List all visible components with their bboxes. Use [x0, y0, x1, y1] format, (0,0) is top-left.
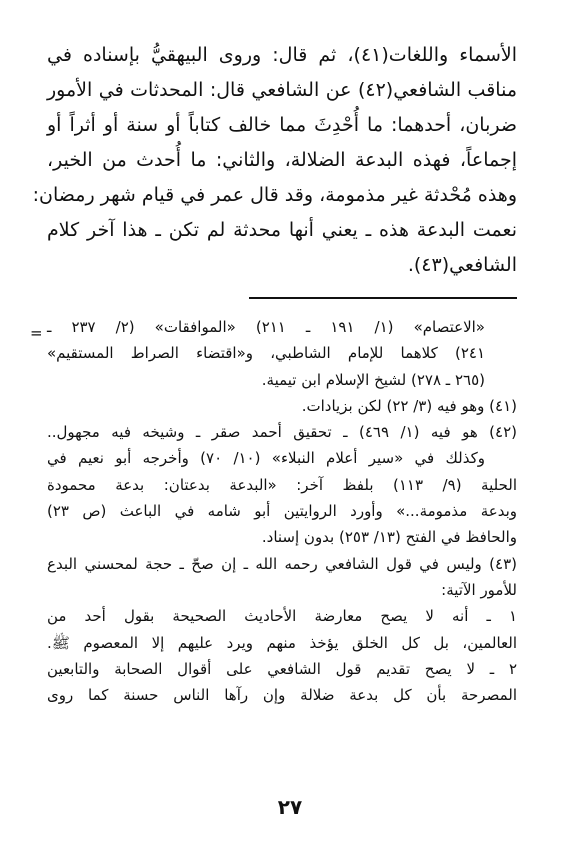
footnote-line: العالمين، بل كل الخلق يؤخذ منهم ويرد عليهم إلا المعصوم ﷺ. [47, 633, 517, 652]
main-text [32, 38, 517, 283]
footnote-43: (٤٣) وليس في قول الشافعي رحمه الله ـ إن صحّ ـ حجة لمحسني البدع [47, 554, 517, 573]
main-text-line: نعمت البدعة هذه ـ يعني أنها محدثة لم تكن ـ هذا آخر كلام [47, 219, 517, 241]
footnote-line: ٢٤١) كلاهما للإمام الشاطبي، و«اقتضاء الصراط المستقيم» [47, 344, 485, 363]
footnote-line: وكذلك في «سير أعلام النبلاء» (١٠/ ٧٠) وأخرجه أبو نعيم في [47, 449, 485, 468]
footnote-point-1: ١ ـ أنه لا يصح معارضة الأحاديث الصحيحة بقول أحد من [47, 607, 517, 626]
footnote-line: للأمور الآتية: [441, 580, 517, 599]
footnote-41: (٤١) وهو فيه (٣/ ٢٢) لكن بزيادات. [301, 396, 517, 415]
main-text-line: وهذه مُحْدثة غير مذمومة، وقد قال عمر في قيام شهر رمضان: [32, 184, 517, 206]
footnotes [47, 314, 517, 708]
footnote-42: (٤٢) هو فيه (١/ ٤٦٩) ـ تحقيق أحمد صقر ـ وشيخه فيه مجهول.. [47, 423, 517, 442]
main-text-line: مناقب الشافعي(٤٢) عن الشافعي قال: المحدثات في الأمور [47, 79, 517, 101]
footnote-line: المصرحة بأن كل بدعة ضلالة وإن رآها الناس حسنة كما روى [47, 686, 517, 705]
page-number: ٢٧ [277, 795, 303, 819]
footnote-line: وبدعة مذمومة...» وأورد الروايتين أبو شامه في الباعث (ص ٢٣) [47, 502, 517, 521]
footnote-point-2: ٢ ـ لا يصح تقديم قول الشافعي على أقوال الصحابة والتابعين [47, 659, 517, 678]
footnote-separator [249, 297, 517, 299]
main-text-line: الشافعي(٤٣). [407, 254, 517, 276]
footnote-line: والحافظ في الفتح (١٣/ ٢٥٣) بدون إسناد. [261, 528, 517, 547]
footnote-continuation-mark: = [30, 324, 43, 342]
footnote-line: (٢٦٥ ـ ٢٧٨) لشيخ الإسلام ابن تيمية. [261, 370, 485, 389]
main-text-line: إجماعاً، فهذه البدعة الضلالة، والثاني: ما أُحدث من الخير، [47, 149, 517, 171]
footnote-line: «الاعتصام» (١/ ١٩١ ـ ٢١١) «الموافقات» (٢/ ٢٣٧ ـ [47, 318, 485, 336]
main-text-line: الأسماء واللغات(٤١)، ثم قال: وروى البيهقيُّ بإسناده في [47, 44, 517, 66]
footnote-line: الحلية (٩/ ١١٣) بلفظ آخر: «البدعة بدعتان: بدعة محمودة [47, 475, 518, 494]
main-text-line: ضربان، أحدهما: ما أُحْدِثَ مما خالف كتاباً أو سنة أو أثراً أو [47, 114, 517, 136]
